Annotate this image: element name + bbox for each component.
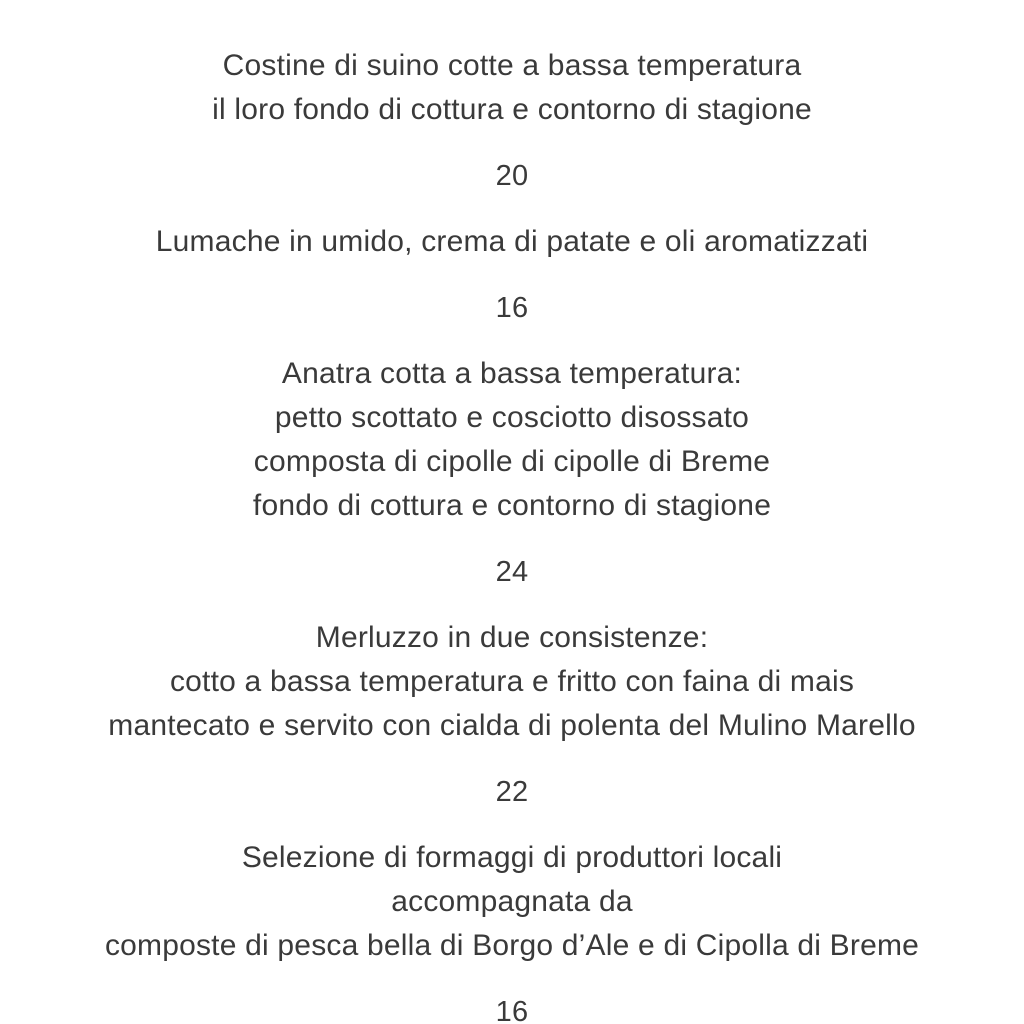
dish-line: composte di pesca bella di Borgo d’Ale e di Cipolla di Breme — [104, 929, 920, 962]
dish-price: 20 — [495, 160, 529, 192]
dish-line: fondo di cottura e contorno di stagione — [252, 489, 772, 522]
dish-line: Merluzzo in due consistenze: — [315, 621, 709, 654]
dish-line: Selezione di formaggi di produttori locali — [241, 841, 783, 874]
dish-price: 24 — [495, 556, 529, 588]
dish-price: 16 — [495, 292, 529, 324]
dish-line: Costine di suino cotte a bassa temperatura — [222, 49, 802, 82]
dish-line: petto scottato e cosciotto disossato — [274, 401, 750, 434]
dish-line: accompagnata da — [391, 885, 633, 918]
dish-line: mantecato e servito con cialda di polenta del Mulino Marello — [108, 709, 916, 742]
dish-description — [0, 220, 1024, 264]
menu-item-costine — [0, 44, 1024, 198]
dish-line: Anatra cotta a bassa temperatura: — [281, 357, 743, 390]
dish-line: Lumache in umido, crema di patate e oli aromatizzati — [155, 225, 869, 258]
dish-line: il loro fondo di cottura e contorno di stagione — [212, 93, 812, 126]
dish-description — [0, 616, 1024, 748]
dish-price: 22 — [495, 776, 529, 808]
dish-description — [0, 44, 1024, 132]
dish-description — [0, 836, 1024, 968]
menu-item-merluzzo — [0, 616, 1024, 814]
dish-price: 16 — [495, 996, 529, 1024]
dish-description — [0, 352, 1024, 528]
menu-item-anatra — [0, 352, 1024, 594]
dish-line: cotto a bassa temperatura e fritto con faina di mais — [169, 665, 855, 698]
menu-item-formaggi — [0, 836, 1024, 1024]
menu-item-lumache — [0, 220, 1024, 330]
dish-line: composta di cipolle di cipolle di Breme — [253, 445, 771, 478]
